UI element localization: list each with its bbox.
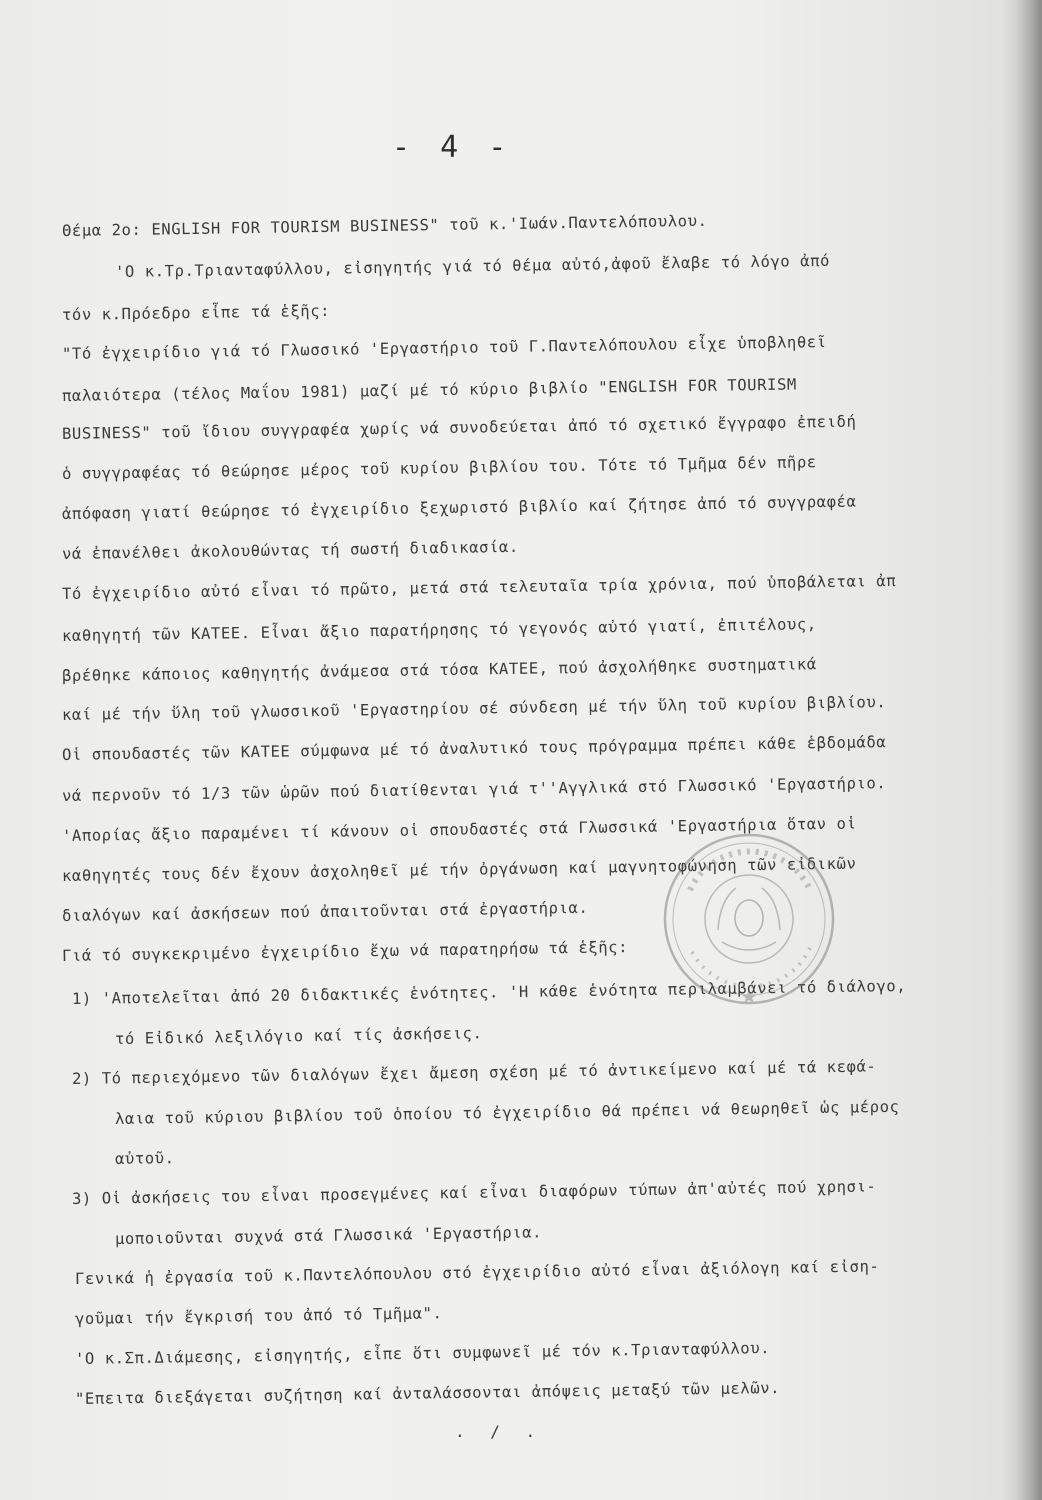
text-line: 'Ο κ.Σπ.Διάμεσης, εἰσηγητής, εἶπε ὅτι συμφωνεῖ μέ τόν κ.Τριανταφύλλου. (74, 1339, 771, 1368)
text-line: καθηγητές τους δέν ἔχουν ἀσχοληθεῖ μέ τήν ὀργάνωση καί μαγνητοφώνηση τῶν εἰδικῶν (61, 854, 857, 885)
text-line: Θέμα 2ο: ENGLISH FOR TOURISM BUSINESS" τοῦ κ.'Ιωάν.Παντελόπουλου. (61, 211, 708, 240)
text-line: "Επειτα διεξάγεται συζήτηση καί ἀνταλάσσονται ἀπόψεις μεταξύ τῶν μελῶν. (74, 1378, 781, 1408)
text-line: τόν κ.Πρόεδρο εἶπε τά ἑξῆς: (61, 301, 331, 324)
text-line: "Τό ἐγχειρίδιο γιά τό Γλωσσικό 'Εργαστήριο τοῦ Γ.Παντελόπουλου εἶχε ὑποβληθεῖ (61, 332, 827, 363)
text-line: βρέθηκε κάποιος καθηγητής ἀνάμεσα στά τόσα ΚΑΤΕΕ, πού ἀσχολήθηκε συστηματικά (61, 655, 817, 685)
text-line: καθηγητή τῶν ΚΑΤΕΕ. Εἶναι ἄξιο παρατήρησης τό γεγονός αὐτό γιατί, ἐπιτέλους, (61, 615, 817, 645)
text-line: νά ἐπανέλθει ἀκολουθώντας τή σωστή διαδικασία. (61, 537, 519, 563)
text-line: ὁ συγγραφέας τό θεώρησε μέρος τοῦ κυρίου βιβλίου του. Τότε τό Τμῆμα δέν πῆρε (61, 453, 817, 483)
text-line: γοῦμαι τήν ἔγκρισή του ἀπό τό Τμῆμα". (74, 1304, 443, 1328)
text-line: ἀπόφαση γιατί θεώρησε τό ἐγχειρίδιο ξεχωριστό βιβλίο καί ζήτησε ἀπό τό συγγραφέα (61, 492, 857, 523)
text-line: παλαιότερα (τέλος Μαΐου 1981) μαζί μέ τό κύριο βιβλίο "ENGLISH FOR TOURISM (61, 375, 798, 405)
text-line: Γιά τό συγκεκριμένο ἐγχειρίδιο ἔχω νά παρατηρήσω τά ἑξῆς: (61, 938, 629, 965)
list-item-continuation: τό Εἰδικό λεξιλόγιο καί τίς ἀσκήσεις. (114, 1024, 483, 1048)
list-item-continuation: αὐτοῦ. (114, 1149, 175, 1168)
list-item-continuation: λαια τοῦ κύριου βιβλίου τοῦ ὁποίου τό ἐγχειρίδιο θά πρέπει νά θεωρηθεῖ ὡς μέρος (114, 1097, 900, 1128)
text-line: διαλόγων καί ἀσκήσεων πού ἀπαιτοῦνται στά ἐργαστήρια. (61, 898, 589, 925)
text-line: Οἱ σπουδαστές τῶν ΚΑΤΕΕ σύμφωνα μέ τό ἀναλυτικό τους πρόγραμμα πρέπει κάθε ἑβδομάδα (61, 733, 887, 764)
text-line: 'Απορίας ἄξιο παραμένει τί κάνουν οἱ σπουδαστές στά Γλωσσικά 'Εργαστήρια ὅταν οἱ (61, 814, 857, 845)
text-line: Τό ἐγχειρίδιο αὐτό εἶναι τό πρῶτο, μετά στά τελευταῖα τρία χρόνια, πού ὑποβάλεται ἀπ (61, 571, 897, 603)
text-line: BUSINESS" τοῦ ἴδιου συγγραφέα χωρίς νά συνοδεύεται ἀπό τό σχετικό ἔγγραφο ἐπειδή (61, 412, 857, 443)
list-item: 3) Οἱ ἀσκήσεις του εἶναι προσεγμένες καί εἶναι διαφόρων τύπων ἀπ'αὐτές πού χρησι- (71, 1177, 877, 1208)
text-line: καί μέ τήν ὕλη τοῦ γλωσσικοῦ 'Εργαστηρίου σέ σύνδεση μέ τήν ὕλη τοῦ κυρίου βιβλίου. (61, 693, 887, 724)
text-line: Γενικά ἡ ἐργασία τοῦ κ.Παντελόπουλου στό ἐγχειρίδιο αὐτό εἶναι ἀξιόλογη καί εἰση- (74, 1257, 880, 1288)
page-number: - 4 - (392, 130, 513, 165)
list-item: 1) 'Αποτελεῖται ἀπό 20 διδακτικές ἑνότητες. 'Η κάθε ἑνότητα περιλαμβάνει τό διάλογο, (71, 976, 907, 1008)
list-item-continuation: μοποιοῦνται συχνά στά Γλωσσικά 'Εργαστήρια. (114, 1223, 543, 1248)
list-item: 2) Τό περιεχόμενο τῶν διαλόγων ἔχει ἄμεση σχέση μέ τό ἀντικείμενο καί μέ τά κεφά- (71, 1057, 877, 1088)
page-binding-edge (1016, 0, 1042, 1500)
continuation-mark: . / . (455, 1422, 544, 1441)
institution-seal-icon (660, 830, 838, 1008)
text-line: νά περνοῦν τό 1/3 τῶν ὡρῶν πού διατίθενται γιά τ''Αγγλικά στό Γλωσσικό 'Εργαστήριο. (61, 774, 887, 805)
text-line: 'Ο κ.Τρ.Τριανταφύλλου, εἰσηγητής γιά τό θέμα αὐτό,ἀφοῦ ἔλαβε τό λόγο ἀπό (114, 251, 831, 281)
